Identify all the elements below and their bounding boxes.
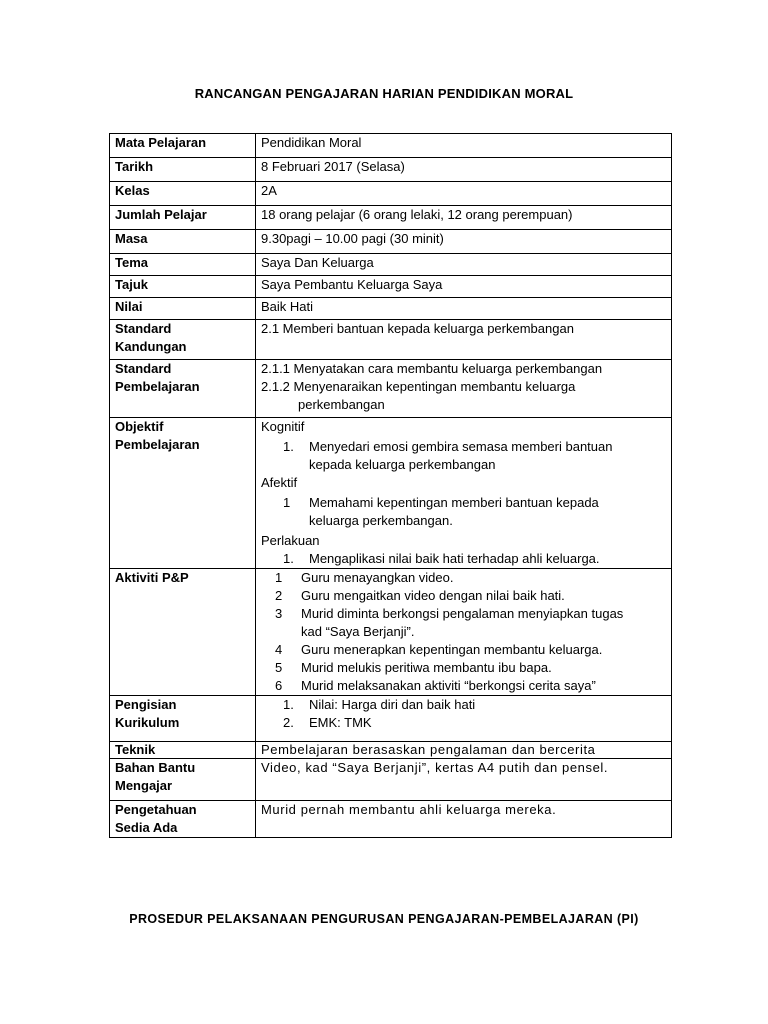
list-item — [261, 550, 666, 568]
table-row — [110, 158, 672, 182]
list-text: Murid melaksanakan aktiviti “berkongsi cerita saya” — [301, 678, 596, 693]
list-number: 2. — [283, 715, 294, 730]
row-label: Jumlah Pelajar — [110, 206, 256, 230]
standard-line: 2.1.1 Menyatakan cara membantu keluarga perkembangan — [261, 361, 603, 376]
list-text: kepada keluarga perkembangan — [309, 457, 496, 472]
row-label: Teknik — [110, 742, 256, 759]
table-row — [110, 134, 672, 158]
row-value — [256, 418, 672, 569]
row-label-line: Pembelajaran — [115, 437, 200, 452]
list-text: kad “Saya Berjanji”. — [301, 624, 415, 639]
row-label: Tarikh — [110, 158, 256, 182]
row-value: Video, kad “Saya Berjanji”, kertas A4 putih dan pensel. — [256, 759, 672, 801]
list-item — [261, 677, 666, 695]
table-row — [110, 276, 672, 298]
row-value: 18 orang pelajar (6 orang lelaki, 12 orang perempuan) — [256, 206, 672, 230]
table-row — [110, 742, 672, 759]
row-label — [110, 320, 256, 360]
table-row — [110, 298, 672, 320]
list-number: 1. — [283, 551, 294, 566]
list-item — [261, 641, 666, 659]
objective-heading: Afektif — [261, 475, 298, 490]
list-number: 1 — [283, 495, 291, 510]
list-text: Nilai: Harga diri dan baik hati — [309, 697, 476, 712]
row-value: 2A — [256, 182, 672, 206]
list-item — [261, 494, 666, 512]
list-text: Memahami kepentingan memberi bantuan kepada — [309, 495, 599, 510]
row-value: 8 Februari 2017 (Selasa) — [256, 158, 672, 182]
row-label-line: Mengajar — [115, 778, 173, 793]
table-row — [110, 801, 672, 838]
list-item — [261, 438, 666, 456]
list-text: Menyedari emosi gembira semasa memberi bantuan — [309, 439, 613, 454]
row-label — [110, 759, 256, 801]
list-text: Murid diminta berkongsi pengalaman menyiapkan tugas — [301, 606, 624, 621]
table-row — [110, 254, 672, 276]
list-text: Guru menayangkan video. — [301, 570, 454, 585]
list-item-continuation — [261, 623, 666, 641]
list-number: 1. — [283, 697, 294, 712]
row-value: Saya Dan Keluarga — [256, 254, 672, 276]
table-row — [110, 206, 672, 230]
list-number: 1. — [283, 439, 294, 454]
table-row — [110, 320, 672, 360]
row-label-line: Pembelajaran — [115, 379, 200, 394]
row-label-line: Objektif — [115, 419, 164, 434]
row-label-line: Bahan Bantu — [115, 760, 196, 775]
row-value: 2.1 Memberi bantuan kepada keluarga perkembangan — [256, 320, 672, 360]
row-value — [256, 360, 672, 418]
objective-heading: Kognitif — [261, 419, 305, 434]
row-label: Mata Pelajaran — [110, 134, 256, 158]
list-item — [261, 714, 666, 732]
row-label-line: Kurikulum — [115, 715, 180, 730]
row-label-line: Kandungan — [115, 339, 187, 354]
list-item — [261, 659, 666, 677]
list-item — [261, 569, 666, 587]
row-value — [256, 569, 672, 696]
list-text: Murid melukis peritiwa membantu ibu bapa. — [301, 660, 552, 675]
list-item — [261, 587, 666, 605]
row-label-line: Standard — [115, 321, 172, 336]
row-value: Baik Hati — [256, 298, 672, 320]
row-label: Kelas — [110, 182, 256, 206]
table-row — [110, 360, 672, 418]
row-label-line: Standard — [115, 361, 172, 376]
objective-heading: Perlakuan — [261, 533, 320, 548]
row-label: Nilai — [110, 298, 256, 320]
list-text: EMK: TMK — [309, 715, 372, 730]
table-row — [110, 569, 672, 696]
list-item — [261, 605, 666, 623]
row-label — [110, 801, 256, 838]
row-label — [110, 360, 256, 418]
list-item-continuation — [261, 512, 666, 530]
list-item — [261, 696, 666, 714]
list-number: 6 — [275, 678, 283, 693]
list-text: keluarga perkembangan. — [309, 513, 453, 528]
list-text: Guru mengaitkan video dengan nilai baik hati. — [301, 588, 565, 603]
row-value: Pendidikan Moral — [256, 134, 672, 158]
standard-line: 2.1.2 Menyenaraikan kepentingan membantu keluarga — [261, 379, 576, 394]
row-label — [110, 418, 256, 569]
list-number: 4 — [275, 642, 283, 657]
standard-line: perkembangan — [298, 397, 385, 412]
lesson-plan-table — [109, 133, 672, 838]
row-label — [110, 696, 256, 742]
table-row — [110, 696, 672, 742]
table-row — [110, 759, 672, 801]
row-label: Tajuk — [110, 276, 256, 298]
list-item-continuation — [261, 456, 666, 474]
table-row — [110, 182, 672, 206]
section-heading: PROSEDUR PELAKSANAAN PENGURUSAN PENGAJARAN-PEMBELAJARAN (PI) — [129, 912, 639, 926]
row-label-line: Pengisian — [115, 697, 177, 712]
row-label: Tema — [110, 254, 256, 276]
list-number: 1 — [275, 570, 283, 585]
row-value: 9.30pagi – 10.00 pagi (30 minit) — [256, 230, 672, 254]
row-label: Aktiviti P&P — [110, 569, 256, 696]
row-value: Pembelajaran berasaskan pengalaman dan bercerita — [256, 742, 672, 759]
row-value — [256, 696, 672, 742]
list-text: Mengaplikasi nilai baik hati terhadap ahli keluarga. — [309, 551, 600, 566]
list-text: Guru menerapkan kepentingan membantu keluarga. — [301, 642, 603, 657]
list-number: 3 — [275, 606, 283, 621]
table-row — [110, 418, 672, 569]
row-value: Murid pernah membantu ahli keluarga mereka. — [256, 801, 672, 838]
row-label-line: Pengetahuan — [115, 802, 197, 817]
list-number: 5 — [275, 660, 283, 675]
row-value: Saya Pembantu Keluarga Saya — [256, 276, 672, 298]
row-label: Masa — [110, 230, 256, 254]
list-number: 2 — [275, 588, 283, 603]
page-title: RANCANGAN PENGAJARAN HARIAN PENDIDIKAN MORAL — [194, 86, 574, 101]
table-row — [110, 230, 672, 254]
row-label-line: Sedia Ada — [115, 820, 178, 835]
